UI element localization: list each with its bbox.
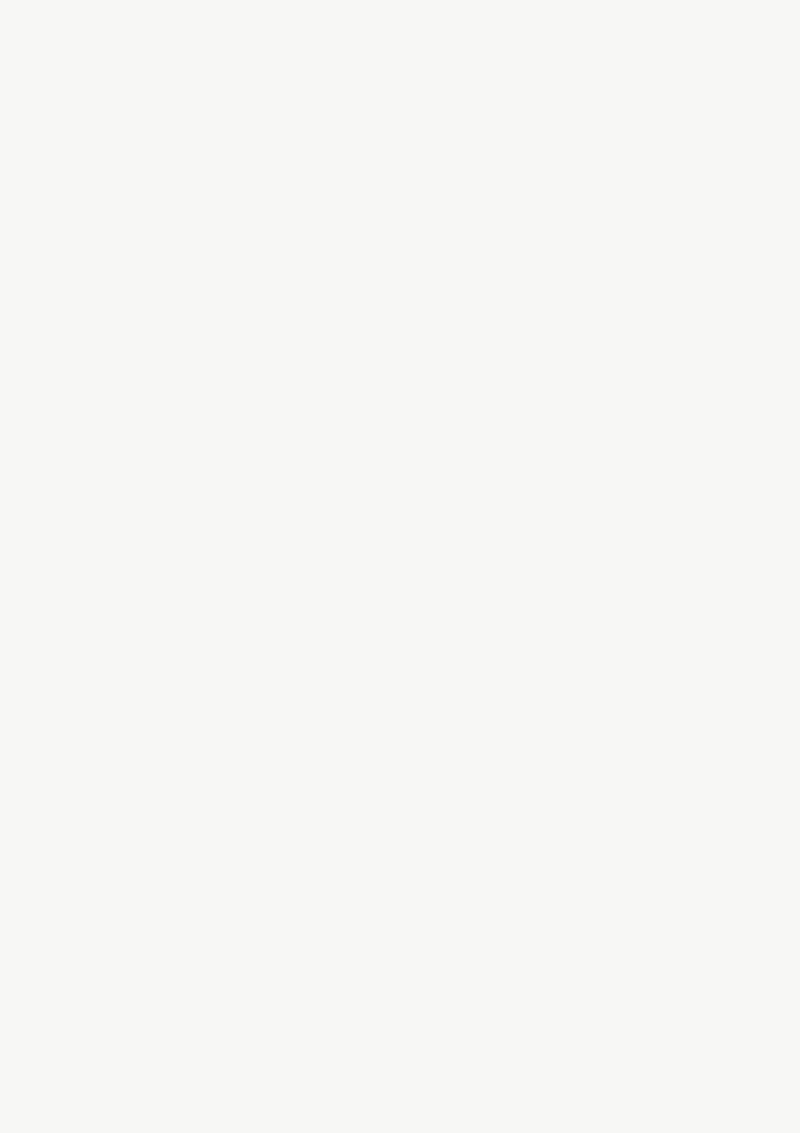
- electrophysiology-figures: [180, 584, 640, 734]
- figure-panels-svg: [180, 584, 640, 734]
